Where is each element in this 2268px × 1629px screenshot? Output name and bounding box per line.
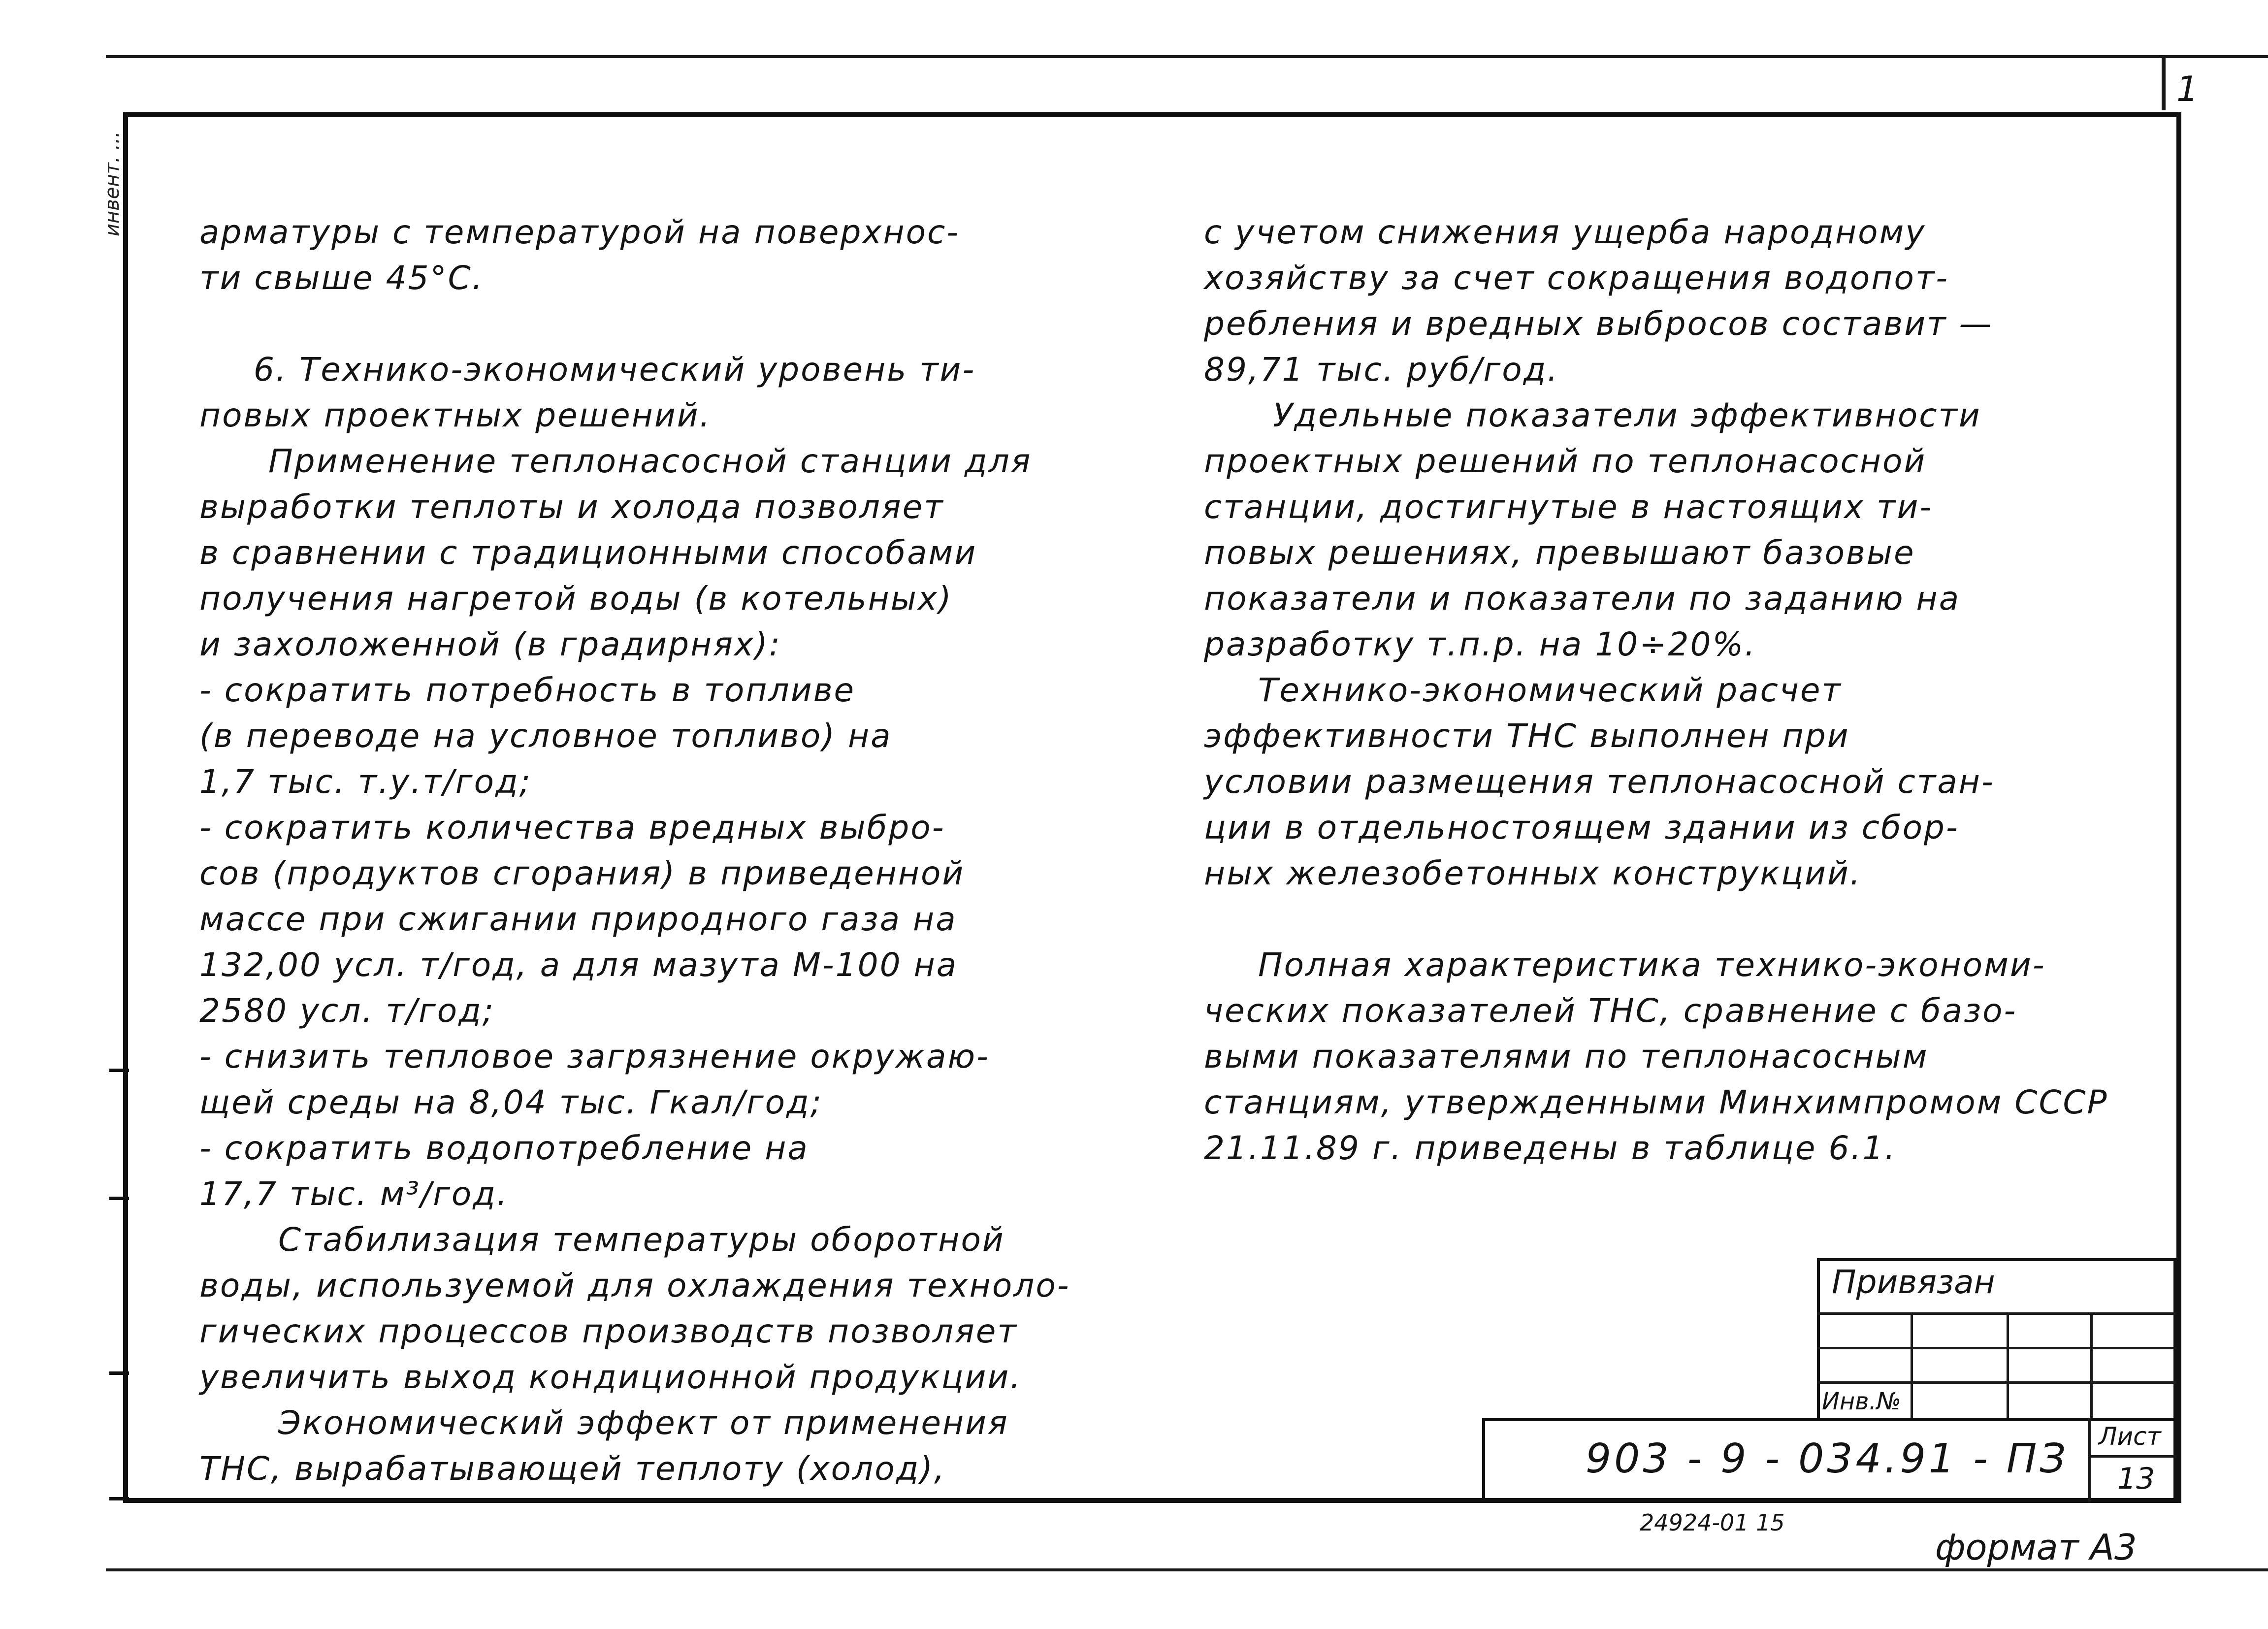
stamp-grid-line	[2088, 1418, 2091, 1503]
text-line: проектных решений по теплонасосной	[1204, 442, 1927, 480]
right-text-column	[1204, 209, 2108, 1171]
text-line: 1,7 тыс. т.у.т/год;	[199, 763, 532, 801]
text-line	[199, 301, 1070, 347]
top-rule	[106, 55, 2268, 58]
text-line: Удельные показатели эффективности	[1273, 396, 1981, 434]
text-line: с учетом снижения ущерба народному	[1204, 213, 1926, 251]
text-line: показатели и показатели по заданию на	[1204, 580, 1961, 618]
text-line: воды, используемой для охлаждения техноло-	[199, 1267, 1070, 1304]
stamp-grid-line	[1817, 1312, 2176, 1315]
text-line	[1204, 896, 2108, 942]
text-line: гических процессов производств позволяет	[199, 1312, 1018, 1350]
text-line: ти свыше 45°С.	[199, 259, 484, 297]
text-line: Технико-экономический расчет	[1258, 671, 1842, 709]
stamp-grid-line	[1911, 1312, 1913, 1421]
margin-tick	[109, 1497, 129, 1500]
text-line: - сократить потребность в топливе	[199, 671, 856, 709]
text-line: повых проектных решений.	[199, 396, 712, 434]
bottom-rule	[106, 1568, 2268, 1571]
text-line: Применение теплонасосной станции для	[268, 442, 1032, 480]
text-line: выработки теплоты и холода позволяет	[199, 488, 944, 526]
tied-label: Привязан	[1832, 1263, 1995, 1301]
text-line: массе при сжигании природного газа на	[199, 900, 957, 938]
text-line: 17,7 тыс. м³/год.	[199, 1175, 509, 1213]
text-line: условии размещения теплонасосной стан-	[1204, 763, 1995, 801]
margin-tick	[109, 1069, 129, 1072]
text-line: 132,00 усл. т/год, а для мазута М-100 на	[199, 946, 958, 984]
text-line: ции в отдельностоящем здании из сбор-	[1204, 809, 1959, 847]
text-line: выми показателями по теплонасосным	[1204, 1038, 1929, 1075]
text-line: - снизить тепловое загрязнение окружаю-	[199, 1038, 990, 1075]
stamp-grid-line	[1817, 1381, 2176, 1384]
text-line: ных железобетонных конструкций.	[1204, 854, 1862, 892]
text-line: 21.11.89 г. приведены в таблице 6.1.	[1204, 1129, 1897, 1167]
text-line: станции, достигнутые в настоящих ти-	[1204, 488, 1933, 526]
stamp-grid-line	[2090, 1312, 2093, 1421]
margin-tick	[109, 1197, 129, 1200]
text-line: Экономический эффект от применения	[278, 1404, 1009, 1442]
side-mark: инвент. ...	[101, 131, 124, 236]
text-line: сов (продуктов сгорания) в приведенной	[199, 854, 965, 892]
inv-label: Инв.№	[1822, 1388, 1901, 1415]
right-edge-rule	[2162, 55, 2166, 110]
left-text-column	[199, 209, 1070, 1492]
stamp-grid-line	[2088, 1455, 2176, 1458]
text-line: - сократить количества вредных выбро-	[199, 809, 945, 847]
text-line: разработку т.п.р. на 10÷20%.	[1204, 625, 1757, 663]
bottom-code: 24924-01 15	[1640, 1509, 1785, 1536]
sheet-number: 13	[2117, 1462, 2155, 1496]
text-line: в сравнении с традиционными способами	[199, 534, 977, 572]
stamp-grid-line	[2007, 1312, 2009, 1421]
text-line: - сократить водопотребление на	[199, 1129, 809, 1167]
margin-tick	[109, 1371, 129, 1375]
text-line: и захоложенной (в градирнях):	[199, 625, 781, 663]
text-line: щей среды на 8,04 тыс. Гкал/год;	[199, 1083, 823, 1121]
text-line: станциям, утвержденными Минхимпромом СССР	[1204, 1083, 2108, 1121]
text-line: (в переводе на условное топливо) на	[199, 717, 892, 755]
stamp-grid-line	[1817, 1347, 2176, 1349]
sheet-label: Лист	[2099, 1422, 2161, 1451]
text-line: хозяйству за счет сокращения водопот-	[1204, 259, 1949, 297]
text-line: ческих показателей ТНС, сравнение с базо-	[1204, 992, 2017, 1030]
text-line: ребления и вредных выбросов составит —	[1204, 305, 1993, 343]
text-line: 6. Технико-экономический уровень ти-	[254, 351, 976, 389]
text-line: ТНС, вырабатывающей теплоту (холод),	[199, 1450, 946, 1488]
text-line: увеличить выход кондиционной продукции.	[199, 1358, 1022, 1396]
text-line: арматуры с температурой на поверхнос-	[199, 213, 960, 251]
corner-mark: 1	[2176, 69, 2199, 109]
text-line: Стабилизация температуры оборотной	[278, 1221, 1005, 1259]
doc-code: 903 - 9 - 034.91 - ПЗ	[1586, 1435, 2069, 1482]
text-line: эффективности ТНС выполнен при	[1204, 717, 1850, 755]
text-line: Полная характеристика технико-экономи-	[1258, 946, 2046, 984]
text-line: повых решениях, превышают базовые	[1204, 534, 1915, 572]
text-line: 2580 усл. т/год;	[199, 992, 495, 1030]
text-line: получения нагретой воды (в котельных)	[199, 580, 953, 618]
text-line: 89,71 тыс. руб/год.	[1204, 351, 1559, 389]
format-label: формат А3	[1935, 1527, 2137, 1568]
